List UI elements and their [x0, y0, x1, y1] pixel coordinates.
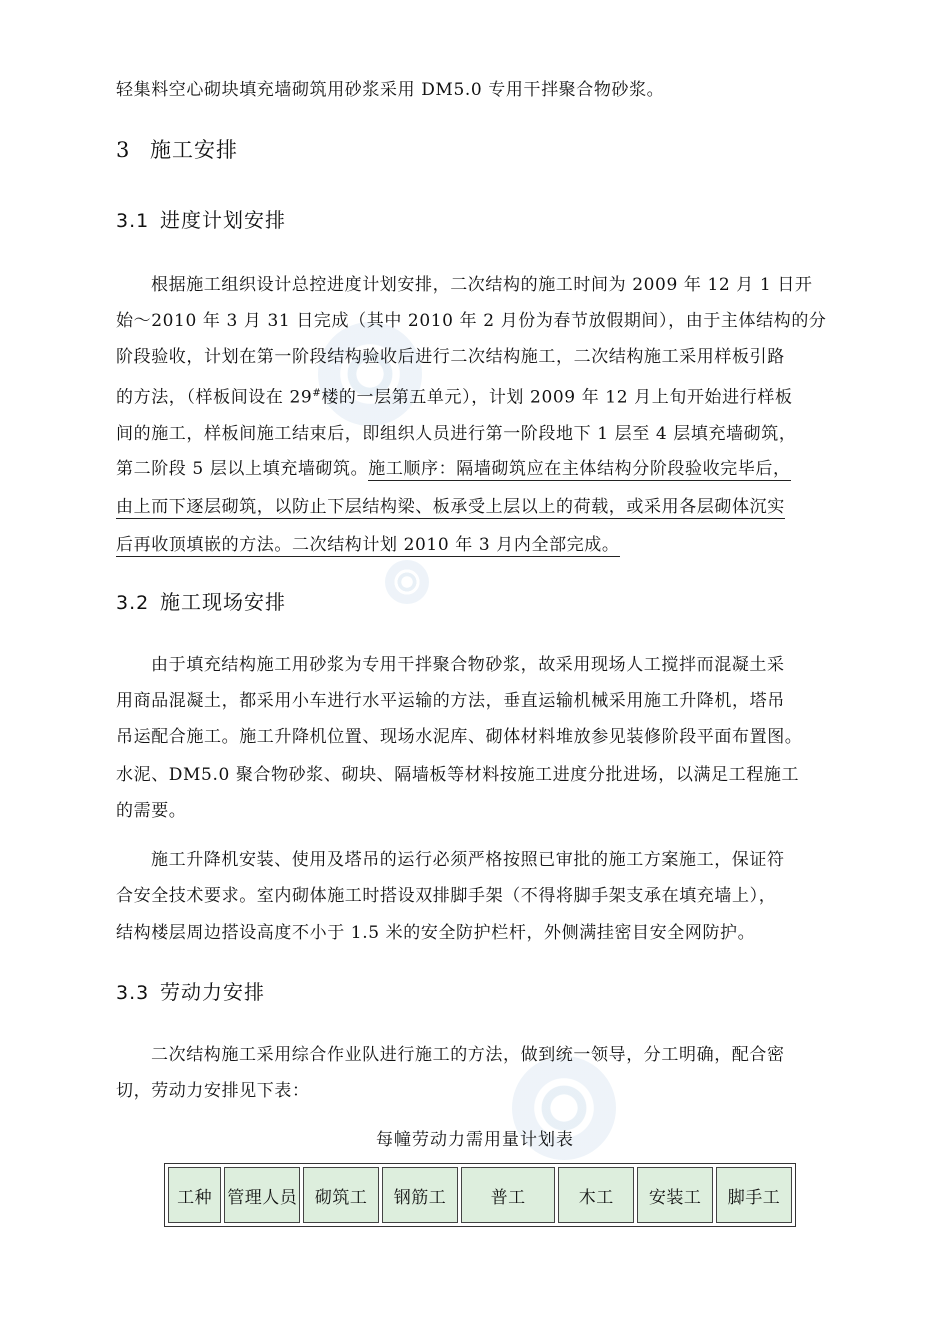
- body-line: 由于填充结构施工用砂浆为专用干拌聚合物砂浆，故采用现场人工搅拌而混凝土采: [151, 655, 785, 675]
- body-line: 水泥、DM5.0 聚合物砂浆、砌块、隔墙板等材料按施工进度分批进场，以满足工程施工: [116, 765, 800, 785]
- heading-3-1: [116, 207, 286, 234]
- body-line: 切，劳动力安排见下表：: [116, 1081, 310, 1101]
- heading-text: 劳动力安排: [160, 980, 265, 1004]
- body-line: 根据施工组织设计总控进度计划安排，二次结构的施工时间为 2009 年 12 月 1 日开: [151, 275, 813, 295]
- table-caption: 每幢劳动力需用量计划表: [376, 1130, 574, 1150]
- body-line: [116, 384, 793, 408]
- heading-text: 进度计划安排: [160, 208, 286, 232]
- table-header-cell: 安装工: [637, 1167, 713, 1223]
- heading-number: 3.3: [116, 982, 150, 1004]
- watermark-logo-icon: [385, 560, 429, 604]
- body-text: 第二阶段 5 层以上填充墙砌筑。: [116, 459, 369, 479]
- heading-3: [116, 137, 238, 163]
- body-line: 用商品混凝土，都采用小车进行水平运输的方法，垂直运输机械采用施工升降机，塔吊: [116, 691, 785, 711]
- body-line: 轻集料空心砌块填充墙砌筑用砂浆采用 DM5.0 专用干拌聚合物砂浆。: [116, 80, 665, 100]
- underlined-text: 施工顺序：隔墙砌筑应在主体结构分阶段验收完毕后，: [368, 459, 791, 479]
- body-text: 楼的一层第五单元），计划 2009 年 12 月上旬开始进行样板: [321, 387, 793, 408]
- heading-3-2: [116, 589, 286, 616]
- table-header-cell: 砌筑工: [303, 1167, 379, 1223]
- body-line: 始～2010 年 3 月 31 日完成（其中 2010 年 2 月份为春节放假期间），由于主体结构的分: [116, 311, 827, 331]
- heading-number: 3.2: [116, 592, 150, 614]
- table-header-cell: 工种: [168, 1167, 221, 1223]
- table-header-cell: 普工: [461, 1167, 555, 1223]
- heading-3-3: [116, 979, 265, 1006]
- body-line: 的需要。: [116, 801, 187, 821]
- watermark-logo-icon: [318, 322, 422, 426]
- heading-text: 施工安排: [150, 138, 238, 162]
- heading-text: 施工现场安排: [160, 590, 286, 614]
- body-line: [116, 535, 620, 555]
- superscript: #: [312, 388, 322, 399]
- table-header-row: [168, 1167, 792, 1223]
- body-text: 的方法，（样板间设在 29: [116, 387, 313, 408]
- body-line: 阶段验收，计划在第一阶段结构验收后进行二次结构施工，二次结构施工采用样板引路: [116, 347, 785, 367]
- table-header-cell: 钢筋工: [382, 1167, 458, 1223]
- body-line: 结构楼层周边搭设高度不小于 1.5 米的安全防护栏杆，外侧满挂密目安全网防护。: [116, 923, 756, 943]
- underlined-text: 后再收顶填嵌的方法。二次结构计划 2010 年 3 月内全部完成。: [116, 535, 620, 555]
- body-line: [116, 459, 791, 479]
- body-line: 二次结构施工采用综合作业队进行施工的方法，做到统一领导，分工明确，配合密: [151, 1045, 785, 1065]
- body-line: 施工升降机安装、使用及塔吊的运行必须严格按照已审批的施工方案施工，保证符: [151, 850, 785, 870]
- heading-number: 3: [116, 138, 131, 162]
- table-header-cell: 管理人员: [224, 1167, 300, 1223]
- table-header-cell: 木工: [558, 1167, 634, 1223]
- body-line: 间的施工，样板间施工结束后，即组织人员进行第一阶段地下 1 层至 4 层填充墙砌筑，: [116, 424, 797, 444]
- underlined-text: 由上而下逐层砌筑，以防止下层结构梁、板承受上层以上的荷载，或采用各层砌体沉实: [116, 497, 785, 517]
- body-line: 吊运配合施工。施工升降机位置、现场水泥库、砌体材料堆放参见装修阶段平面布置图。: [116, 727, 803, 747]
- body-line: [116, 497, 785, 517]
- labor-plan-table: [164, 1163, 796, 1227]
- table-header-cell: 脚手工: [716, 1167, 792, 1223]
- body-line: 合安全技术要求。室内砌体施工时搭设双排脚手架（不得将脚手架支承在填充墙上），: [116, 886, 777, 906]
- heading-number: 3.1: [116, 210, 150, 232]
